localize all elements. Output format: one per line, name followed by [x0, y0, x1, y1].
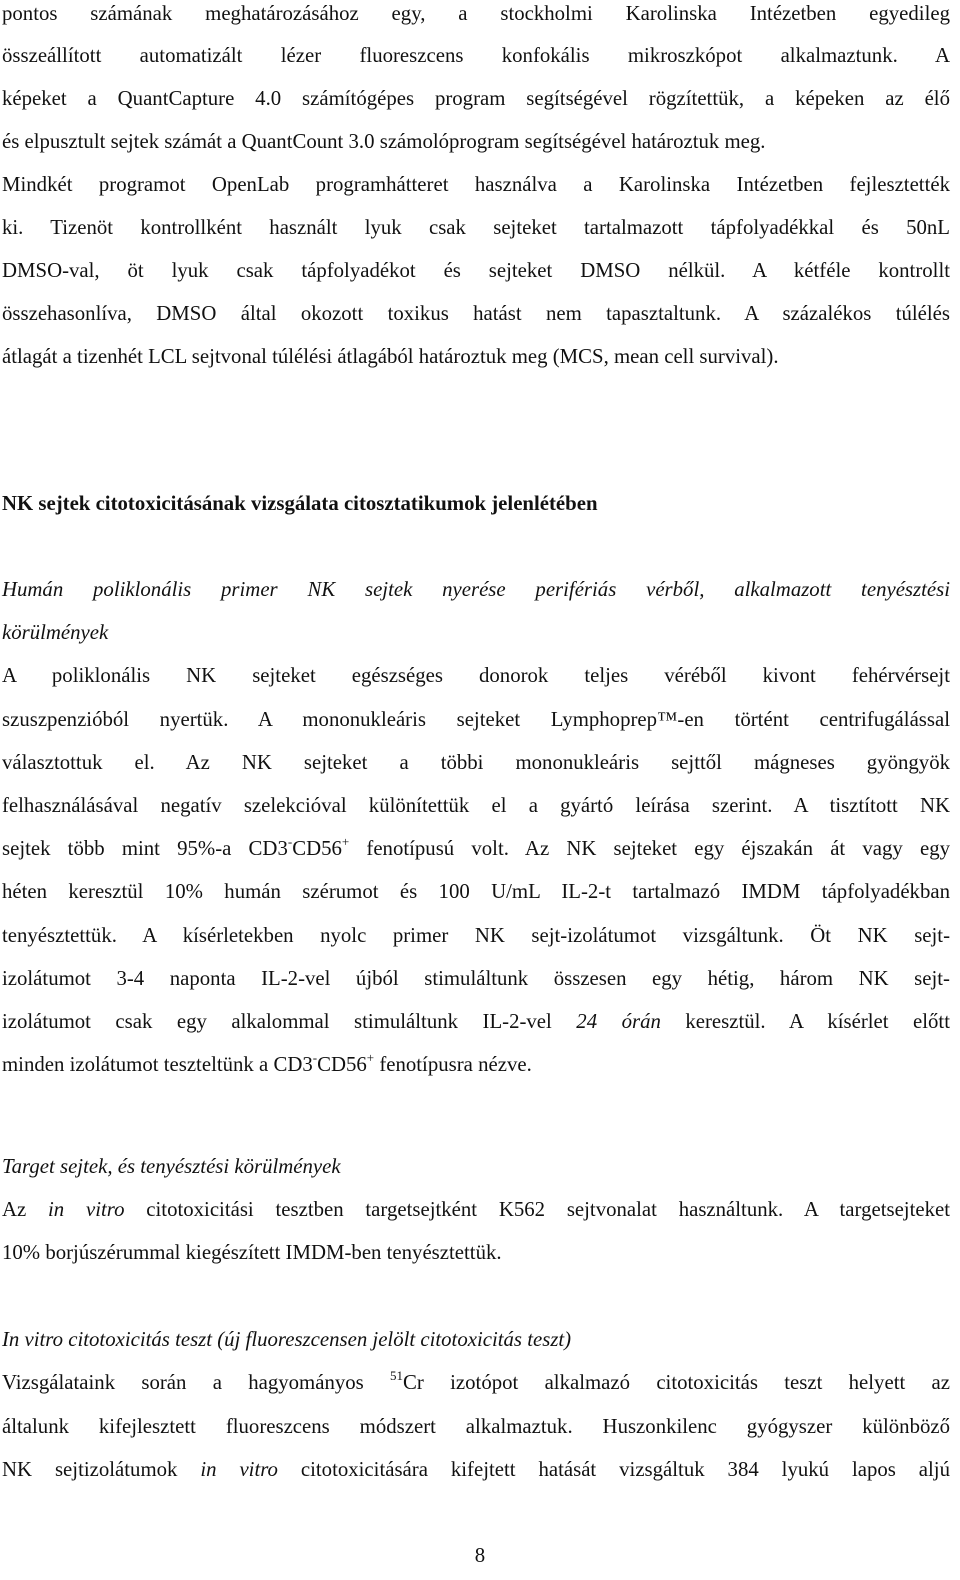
body-text-line-cd-markers — [2, 1051, 950, 1079]
superscript: - — [312, 1050, 318, 1065]
body-text-line: szuszpenzióból nyertük. A mononukleáris sejteket Lymphoprep™-en történt centrifugálással — [2, 708, 950, 731]
body-text-line-cd-markers — [2, 835, 950, 863]
body-text-line: ki. Tizenöt kontrollként használt lyuk csak sejteket tartalmazott tápfolyadékkal és 50nL — [2, 216, 950, 239]
body-text-line: felhasználásával negatív szelekcióval különítettük el a gyártó leírása szerint. A tisztított NK — [2, 794, 950, 817]
body-text-line: 10% borjúszérummal kiegészített IMDM-ben tenyésztettük. — [2, 1241, 502, 1264]
italic-text: in vitro — [200, 1458, 278, 1481]
italic-text: in vitro — [48, 1198, 125, 1221]
text-run: Az — [2, 1198, 49, 1221]
italic-text: 24 órán — [576, 1010, 661, 1033]
body-text-line: átlagát a tizenhét LCL sejtvonal túlélési átlagából határoztuk meg (MCS, mean cell survival). — [2, 345, 779, 368]
text-run: minden izolátumot teszteltünk a CD3 — [2, 1053, 313, 1076]
body-text-line: A poliklonális NK sejteket egészséges donorok teljes véréből kivont fehérvérsejt — [2, 664, 950, 687]
body-text-line: izolátumot 3-4 naponta IL-2-vel újból stimuláltunk összesen egy hétig, három NK sejt- — [2, 967, 950, 990]
body-text-line: összehasonlíva, DMSO által okozott toxikus hatást nem tapasztaltunk. A százalékos túlélés — [2, 302, 950, 325]
text-run: sejtek több mint 95%-a CD3 — [2, 837, 288, 860]
text-run: Cr izotópot alkalmazó citotoxicitás teszt helyett az — [403, 1371, 950, 1394]
text-run: Vizsgálataink során a hagyományos — [2, 1371, 391, 1394]
body-text-line: Mindkét programot OpenLab programhátteret használva a Karolinska Intézetben fejlesztették — [2, 173, 950, 196]
text-run: citotoxicitási tesztben targetsejtként K562 sejtvonalat használtunk. A targetsejteket — [124, 1198, 950, 1221]
section-heading: NK sejtek citotoxicitásának vizsgálata citosztatikumok jelenlétében — [2, 492, 598, 515]
body-text-line-italic-run — [2, 1196, 950, 1224]
text-run: keresztül. A kísérlet előtt — [660, 1010, 950, 1033]
body-text-line-isotope — [2, 1369, 950, 1397]
body-text-line: héten keresztül 10% humán szérumot és 100 U/mL IL-2-t tartalmazó IMDM tápfolyadékban — [2, 880, 950, 903]
text-run: citotoxicitására kifejtett hatását vizsgáltuk 384 lyukú lapos aljú — [277, 1458, 950, 1481]
body-text-line: általunk kifejlesztett fluoreszcens módszert alkalmaztuk. Huszonkilenc gyógyszer különböző — [2, 1415, 950, 1438]
body-text-line: képeket a QuantCapture 4.0 számítógépes program segítségével rögzítettük, a képeken az élő — [2, 87, 950, 110]
text-run: izolátumot csak egy alkalommal stimuláltunk IL-2-vel — [2, 1010, 577, 1033]
body-text-line-italic-run — [2, 1456, 950, 1484]
body-text-line: pontos számának meghatározásához egy, a stockholmi Karolinska Intézetben egyedileg — [2, 2, 950, 25]
subsection-title: Target sejtek, és tenyésztési körülmények — [2, 1155, 341, 1178]
superscript: + — [366, 1050, 375, 1065]
subsection-title: Humán poliklonális primer NK sejtek nyerése perifériás vérből, alkalmazott tenyésztési — [2, 578, 950, 601]
text-run: fenotípusú volt. Az NK sejteket egy éjszakán át vagy egy — [349, 837, 950, 860]
body-text-line: összeállított automatizált lézer fluoreszcens konfokális mikroszkópot alkalmaztunk. A — [2, 44, 950, 67]
body-text-line-italic-run — [2, 1008, 950, 1036]
superscript: 51 — [390, 1368, 404, 1383]
subsection-title: In vitro citotoxicitás teszt (új fluoreszcensen jelölt citotoxicitás teszt) — [2, 1328, 572, 1351]
superscript: - — [287, 834, 293, 849]
body-text-line: választottuk el. Az NK sejteket a többi mononukleáris sejttől mágneses gyöngyök — [2, 751, 950, 774]
text-run: NK sejtizolátumok — [2, 1458, 201, 1481]
text-run: CD56 — [292, 837, 342, 860]
body-text-line: tenyésztettük. A kísérletekben nyolc primer NK sejt-izolátumot vizsgáltunk. Öt NK sejt- — [2, 924, 950, 947]
body-text-line: és elpusztult sejtek számát a QuantCount 3.0 számolóprogram segítségével határoztuk meg. — [2, 130, 766, 153]
page-number: 8 — [474, 1544, 486, 1567]
superscript: + — [341, 834, 350, 849]
text-run: CD56 — [317, 1053, 367, 1076]
subsection-title: körülmények — [2, 621, 109, 644]
text-run: fenotípusra nézve. — [374, 1053, 532, 1076]
body-text-line: DMSO-val, öt lyuk csak tápfolyadékot és sejteket DMSO nélkül. A kétféle kontrollt — [2, 259, 950, 282]
